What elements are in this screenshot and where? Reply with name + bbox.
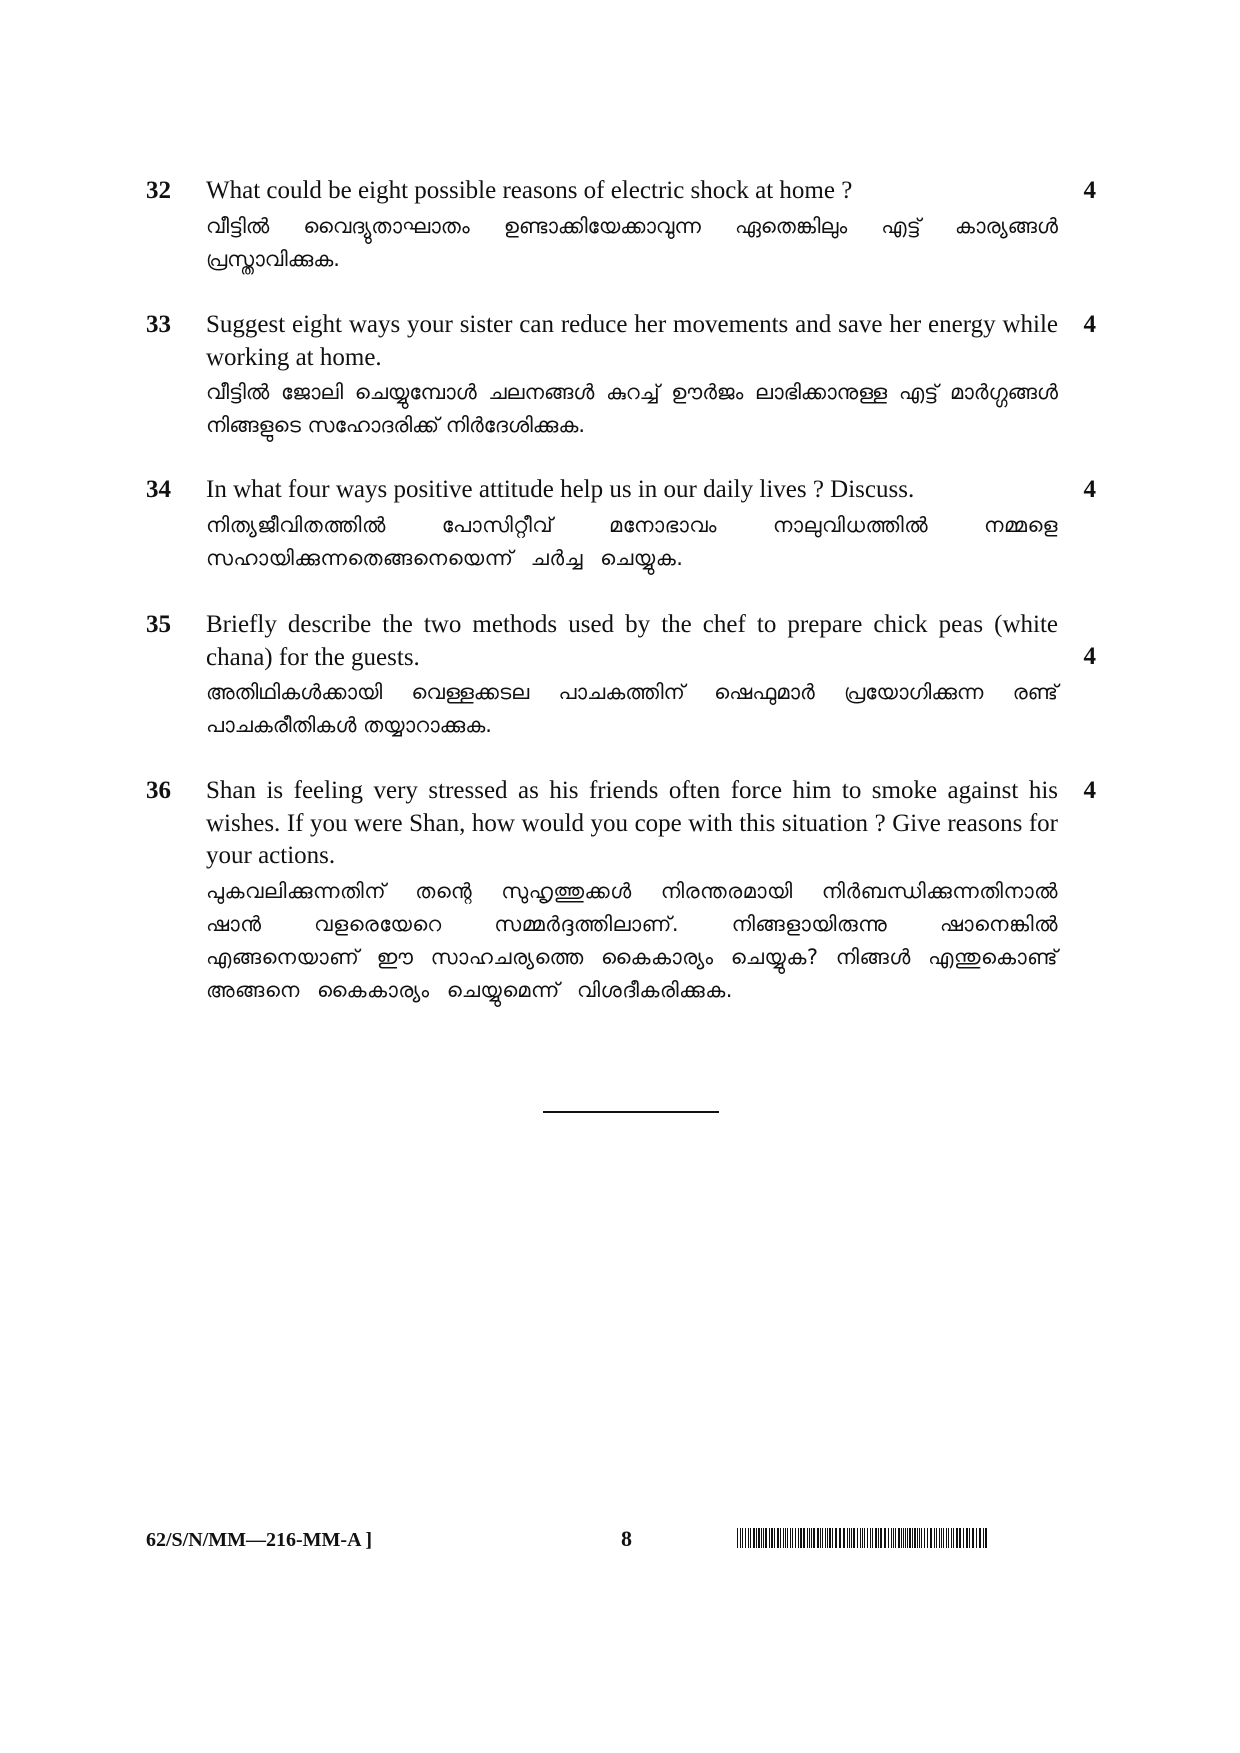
barcode-bar	[909, 1528, 911, 1548]
barcode-bar	[742, 1528, 743, 1548]
barcode-bar	[903, 1528, 904, 1548]
barcode-bar	[867, 1528, 868, 1548]
question-text-english: In what four ways positive attitude help us in our daily lives ? Discuss.	[206, 476, 915, 503]
barcode-bar	[966, 1528, 968, 1548]
question-body	[206, 309, 1058, 442]
barcode-bar	[872, 1528, 873, 1548]
barcode-bar	[878, 1528, 879, 1548]
barcode-bar	[917, 1528, 918, 1548]
page-number: 8	[621, 1526, 632, 1551]
barcode-bar	[853, 1528, 855, 1548]
barcode-bar	[763, 1528, 764, 1548]
barcode-bar	[783, 1528, 784, 1548]
barcode-bar	[758, 1528, 760, 1548]
barcode-bar	[817, 1528, 819, 1548]
barcode-bar	[860, 1528, 861, 1548]
question-text-english: Briefly describe the two methods used by the chef to prepare chick peas (white chana) for the guests.	[206, 611, 1058, 671]
barcode-bar	[843, 1528, 845, 1548]
barcode-bar	[888, 1528, 889, 1548]
barcode-bar	[898, 1528, 900, 1548]
question-marks: 4	[1083, 643, 1096, 670]
barcode-bar	[905, 1528, 906, 1548]
barcode-bar	[803, 1528, 805, 1548]
barcode-bar	[919, 1528, 920, 1548]
question-text-malayalam: അതിഥികൾക്കായി വെള്ളക്കടല പാചകത്തിന് ഷെഫുമാർ പ്രയോഗിക്കുന്ന രണ്ട് പാചകരീതികൾ തയ്യാറാക്കുക.	[206, 680, 1058, 737]
barcode-bar	[765, 1528, 767, 1548]
barcode-bar	[737, 1528, 738, 1548]
question-text-malayalam: പുകവലിക്കുന്നതിന് തന്റെ സുഹൃത്തുക്കൾ നിരന്തരമായി നിർബന്ധിക്കുന്നതിനാൽ ഷാൻ വളരെയേറെ സമ്മർദ്ദത്തിലാണ്. നിങ്ങളായിരുന്നു ഷാനെങ്കിൽ എങ്ങനെയാണ് ഈ സാഹചര്യത്തെ കൈകാര്യം ചെയ്യുക? നിങ്ങൾ എന്തുകൊണ്ട് അങ്ങനെ കൈകാര്യം ചെയ്യുമെന്ന് വിശദീകരിക്കുക.	[206, 878, 1058, 1002]
barcode-bar	[895, 1528, 896, 1548]
barcode-bar	[825, 1528, 826, 1548]
question-marks: 4	[1083, 476, 1096, 503]
barcode-bar	[745, 1528, 746, 1548]
barcode-bar	[792, 1528, 793, 1548]
barcode-bar	[748, 1528, 749, 1548]
barcode-bar	[771, 1528, 773, 1548]
question-number: 35	[146, 611, 171, 638]
barcode-bar	[864, 1528, 865, 1548]
barcode-bar	[774, 1528, 775, 1548]
question-body	[206, 175, 1058, 276]
barcode-bar	[839, 1528, 841, 1548]
barcode-bar	[891, 1528, 892, 1548]
barcode-bar	[948, 1528, 949, 1548]
barcode-bar	[807, 1528, 808, 1548]
barcode-bar	[849, 1528, 850, 1548]
barcode-bar	[835, 1528, 837, 1548]
barcode-bar	[800, 1528, 802, 1548]
barcode-bar	[963, 1528, 964, 1548]
barcode-bar	[941, 1528, 942, 1548]
barcode-bar	[943, 1528, 944, 1548]
barcode-bar	[921, 1528, 922, 1548]
barcode-bar	[832, 1528, 833, 1548]
barcode-bar	[829, 1528, 831, 1548]
end-rule-divider	[543, 1111, 719, 1113]
question-body	[206, 474, 1058, 575]
barcode-bar	[822, 1528, 823, 1548]
barcode-bar	[795, 1528, 796, 1548]
barcode-bar	[862, 1528, 863, 1548]
barcode-bar	[790, 1528, 791, 1548]
paper-code: 62/S/N/MM—216-MM-A ]	[146, 1529, 373, 1551]
barcode-bar	[756, 1528, 757, 1548]
barcode-bar	[983, 1528, 984, 1548]
barcode-bar	[972, 1528, 974, 1548]
barcode-bar	[827, 1528, 828, 1548]
barcode-bar	[884, 1528, 886, 1548]
barcode-bar	[951, 1528, 952, 1548]
barcode-bar	[953, 1528, 954, 1548]
question-text-english: Shan is feeling very stressed as his friends often force him to smoke against his wishes. If you were Shan, how would you cope with this situation ? Give reasons for your actions.	[206, 777, 1058, 869]
barcode-bar	[780, 1528, 781, 1548]
barcode-bar	[753, 1528, 755, 1548]
question-body	[206, 775, 1058, 1007]
question-number: 32	[146, 177, 171, 204]
question-text-malayalam: വീട്ടിൽ ജോലി ചെയ്യുമ്പോൾ ചലനങ്ങൾ കുറച്ച് ഊർജം ലാഭിക്കാനുള്ള എട്ട് മാർഗ്ഗങ്ങൾ നിങ്ങളുടെ സഹോദരിക്ക് നിർദേശിക്കുക.	[206, 380, 1058, 437]
barcode-bar	[936, 1528, 937, 1548]
barcode-bar	[924, 1528, 925, 1548]
question-number: 36	[146, 777, 171, 804]
barcode-bar	[777, 1528, 779, 1548]
barcode-bar	[912, 1528, 913, 1548]
barcode-bar	[740, 1528, 741, 1548]
barcode-bar	[914, 1528, 916, 1548]
barcode-bar	[769, 1528, 770, 1548]
barcode-bar	[930, 1528, 932, 1548]
barcode-icon	[737, 1528, 989, 1548]
barcode-bar	[750, 1528, 751, 1548]
question-text-english: What could be eight possible reasons of electric shock at home ?	[206, 177, 853, 204]
barcode-bar	[785, 1528, 786, 1548]
barcode-bar	[893, 1528, 894, 1548]
barcode-bar	[976, 1528, 977, 1548]
barcode-bar	[969, 1528, 970, 1548]
barcode-bar	[870, 1528, 871, 1548]
question-marks: 4	[1083, 311, 1096, 338]
barcode-bar	[787, 1528, 788, 1548]
question-marks: 4	[1083, 777, 1096, 804]
question-marks: 4	[1083, 177, 1096, 204]
barcode-bar	[857, 1528, 858, 1548]
barcode-bar	[875, 1528, 877, 1548]
barcode-bar	[959, 1528, 961, 1548]
question-number: 33	[146, 311, 171, 338]
barcode-bar	[811, 1528, 812, 1548]
question-number: 34	[146, 476, 171, 503]
question-text-malayalam: വീട്ടിൽ വൈദ്യുതാഘാതം ഉണ്ടാക്കിയേക്കാവുന്ന ഏതെങ്കിലും എട്ട് കാര്യങ്ങൾ പ്രസ്താവിക്കുക.	[206, 213, 1058, 271]
barcode-bar	[901, 1528, 902, 1548]
barcode-bar	[851, 1528, 852, 1548]
barcode-bar	[847, 1528, 848, 1548]
question-text-english: Suggest eight ways your sister can reduce her movements and save her energy while working at home.	[206, 311, 1058, 371]
question-body	[206, 609, 1058, 742]
barcode-bar	[985, 1528, 987, 1548]
barcode-bar	[907, 1528, 908, 1548]
barcode-bar	[934, 1528, 935, 1548]
barcode-bar	[946, 1528, 947, 1548]
barcode-bar	[809, 1528, 810, 1548]
barcode-bar	[927, 1528, 928, 1548]
barcode-bar	[761, 1528, 762, 1548]
barcode-bar	[813, 1528, 815, 1548]
barcode-bar	[798, 1528, 799, 1548]
barcode-bar	[820, 1528, 821, 1548]
barcode-bar	[880, 1528, 882, 1548]
question-text-malayalam: നിത്യജീവിതത്തിൽ പോസിറ്റീവ് മനോഭാവം നാലുവിധത്തിൽ നമ്മളെ സഹായിക്കുന്നതെങ്ങനെയെന്ന് ചർച്ച ചെയ്യുക.	[206, 512, 1058, 570]
barcode-bar	[939, 1528, 940, 1548]
barcode-bar	[956, 1528, 958, 1548]
barcode-bar	[979, 1528, 981, 1548]
